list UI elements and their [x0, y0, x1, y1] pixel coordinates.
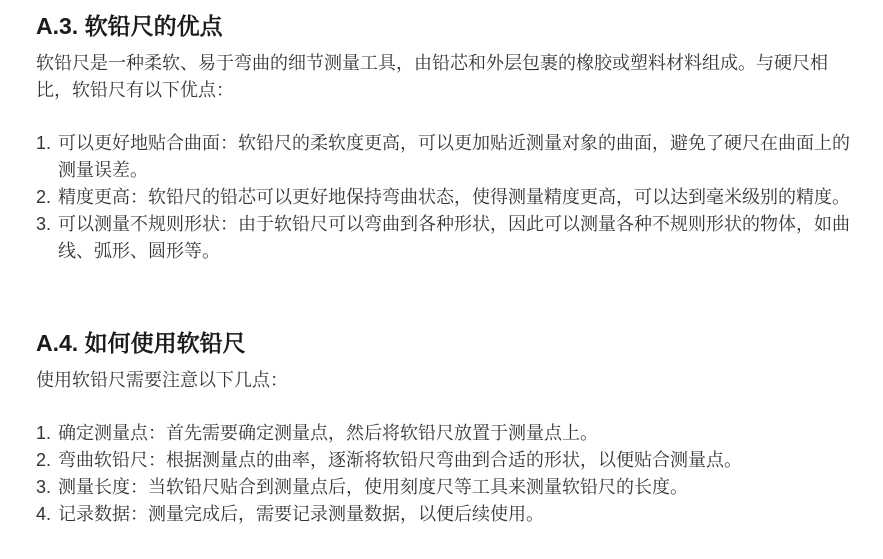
list-item: [36, 184, 853, 211]
list-item: [36, 474, 853, 501]
section-a3: [36, 12, 853, 265]
section-a4-heading: A.4. 如何使用软铅尺: [36, 330, 246, 356]
section-a3-intro-paragraph: 软铅尺是一种柔软、易于弯曲的细节测量工具，由铅芯和外层包裹的橡胶或塑料材料组成。与硬尺相比，软铅尺有以下优点：: [36, 53, 828, 100]
list-item-number: 4.: [36, 504, 52, 524]
list-item-number: 1.: [36, 423, 52, 443]
section-a3-list: [36, 130, 853, 265]
section-a4-list: [36, 420, 853, 528]
list-item-number: 1.: [36, 133, 52, 153]
list-item: [36, 130, 853, 184]
list-item-number: 2.: [36, 187, 52, 207]
section-a4: [36, 329, 853, 528]
list-item-text: 弯曲软铅尺：根据测量点的曲率，逐渐将软铅尺弯曲到合适的形状，以便贴合测量点。: [58, 450, 742, 470]
list-item-number: 2.: [36, 450, 52, 470]
list-item: [36, 211, 853, 265]
list-item: [36, 420, 853, 447]
list-item-text: 可以更好地贴合曲面：软铅尺的柔软度更高，可以更加贴近测量对象的曲面，避免了硬尺在曲面上的测量误差。: [58, 133, 850, 180]
list-item-text: 可以测量不规则形状：由于软铅尺可以弯曲到各种形状，因此可以测量各种不规则形状的物体，如曲线、弧形、圆形等。: [58, 214, 850, 261]
section-a3-heading: A.3. 软铅尺的优点: [36, 13, 223, 39]
section-a4-intro-paragraph: 使用软铅尺需要注意以下几点：: [36, 370, 288, 390]
list-item-text: 测量长度：当软铅尺贴合到测量点后，使用刻度尺等工具来测量软铅尺的长度。: [58, 477, 688, 497]
list-item: [36, 501, 853, 528]
list-item-number: 3.: [36, 477, 52, 497]
list-item-number: 3.: [36, 214, 52, 234]
list-item: [36, 447, 853, 474]
list-item-text: 精度更高：软铅尺的铅芯可以更好地保持弯曲状态，使得测量精度更高，可以达到毫米级别的精度。: [58, 187, 850, 207]
list-item-text: 记录数据：测量完成后，需要记录测量数据，以便后续使用。: [58, 504, 544, 524]
list-item-text: 确定测量点：首先需要确定测量点，然后将软铅尺放置于测量点上。: [58, 423, 598, 443]
